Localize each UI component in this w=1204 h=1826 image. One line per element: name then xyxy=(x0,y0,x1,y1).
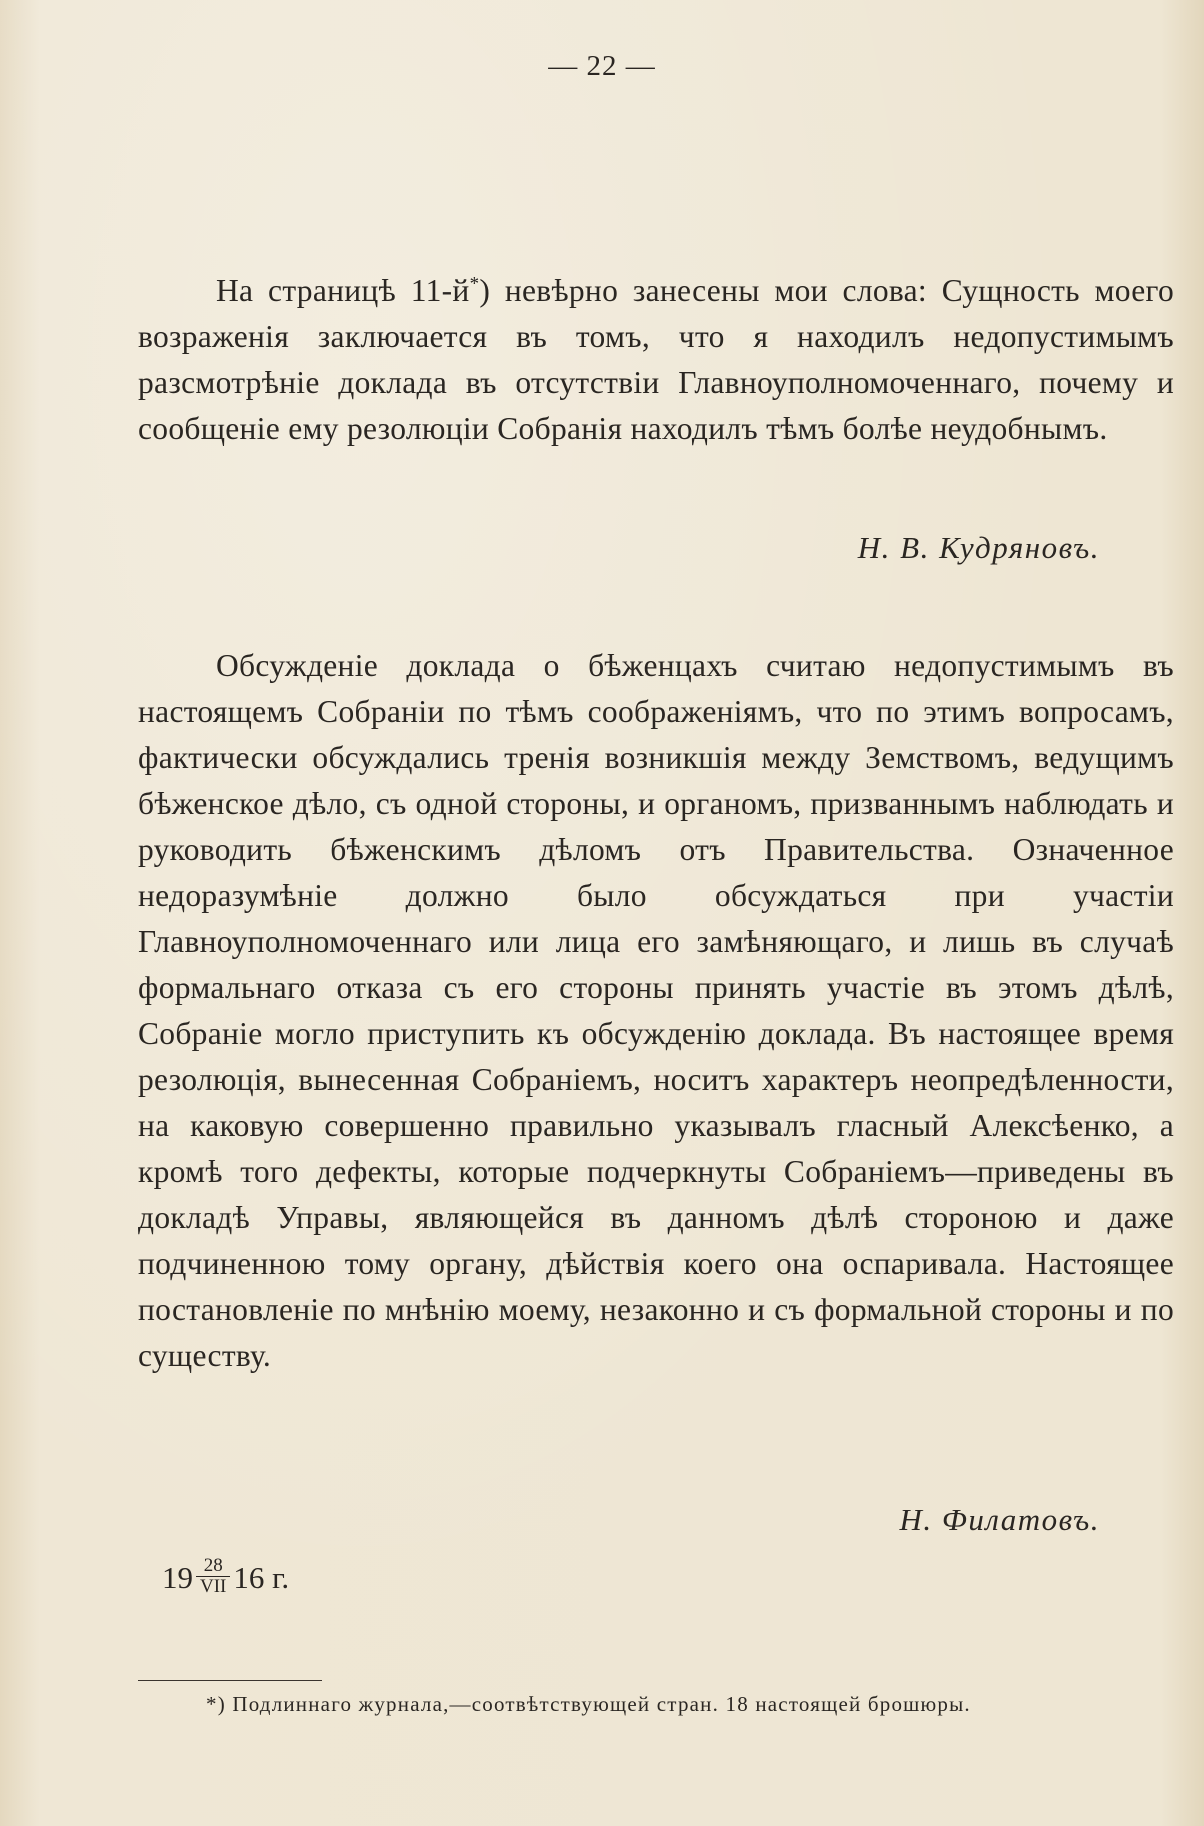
paragraph-1-text-start: На страницѣ 11-й xyxy=(216,273,470,308)
footnote-divider xyxy=(138,1680,322,1681)
signature-filatov: Н. Филатовъ. xyxy=(899,1502,1100,1537)
date-month: VII xyxy=(196,1576,230,1597)
date-day: 28 xyxy=(203,1554,223,1576)
date-line xyxy=(162,1548,289,1608)
footnote-reference: * xyxy=(469,273,480,295)
date-year-suffix: 16 г. xyxy=(233,1560,290,1595)
paragraph-filatov: Обсужденіе доклада о бѣженцахъ считаю недопустимымъ въ настоящемъ Собраніи по тѣмъ соображеніямъ, что по этимъ вопросамъ, фактически обсуждались тренія возникшія между Земствомъ, ведущимъ бѣженское дѣло, съ одной стороны, и органомъ, призваннымъ наблюдать и руководить бѣженскимъ дѣломъ отъ Правительства. Означенное недоразумѣніе должно было обсуждаться при участіи Главноуполномоченнаго или лица его замѣняющаго, и лишь въ случаѣ формальнаго отказа съ его стороны принять участіе въ этомъ дѣлѣ, Собраніе могло приступить къ обсужденію доклада. Въ настоящее время резолюція, вынесенная Собраніемъ, носитъ характеръ неопредѣленности, на каковую совершенно правильно указывалъ гласный Алексѣенко, а кромѣ того дефекты, которые подчеркнуты Собраніемъ—приведены въ докладѣ Управы, являющейся въ данномъ дѣлѣ стороною и даже подчиненною тому органу, дѣйствія коего она оспаривала. Настоящее постановленіе по мнѣнію моему, незаконно и съ формальной стороны и по существу. xyxy=(138,648,1174,1373)
page-number: — 22 — xyxy=(548,50,656,82)
signature-kudryanov: Н. В. Кудряновъ. xyxy=(857,530,1100,565)
date-fraction xyxy=(196,1556,230,1597)
footnote: *) Подлиннаго журнала,—соотвѣтствующей стран. 18 настоящей брошюры. xyxy=(206,1692,971,1716)
paragraph-kudryanov xyxy=(138,268,1174,452)
paragraph-1-text-rest: ) невѣрно занесены мои слова: Сущность моего возраженія заключается въ томъ, что я находилъ недопустимымъ разсмотрѣніе доклада въ отсутствіи Главноуполномоченнаго, почему и сообщеніе ему резолюціи Собранія находилъ тѣмъ болѣе неудобнымъ. xyxy=(138,273,1174,446)
date-year-prefix: 19 xyxy=(162,1560,193,1595)
